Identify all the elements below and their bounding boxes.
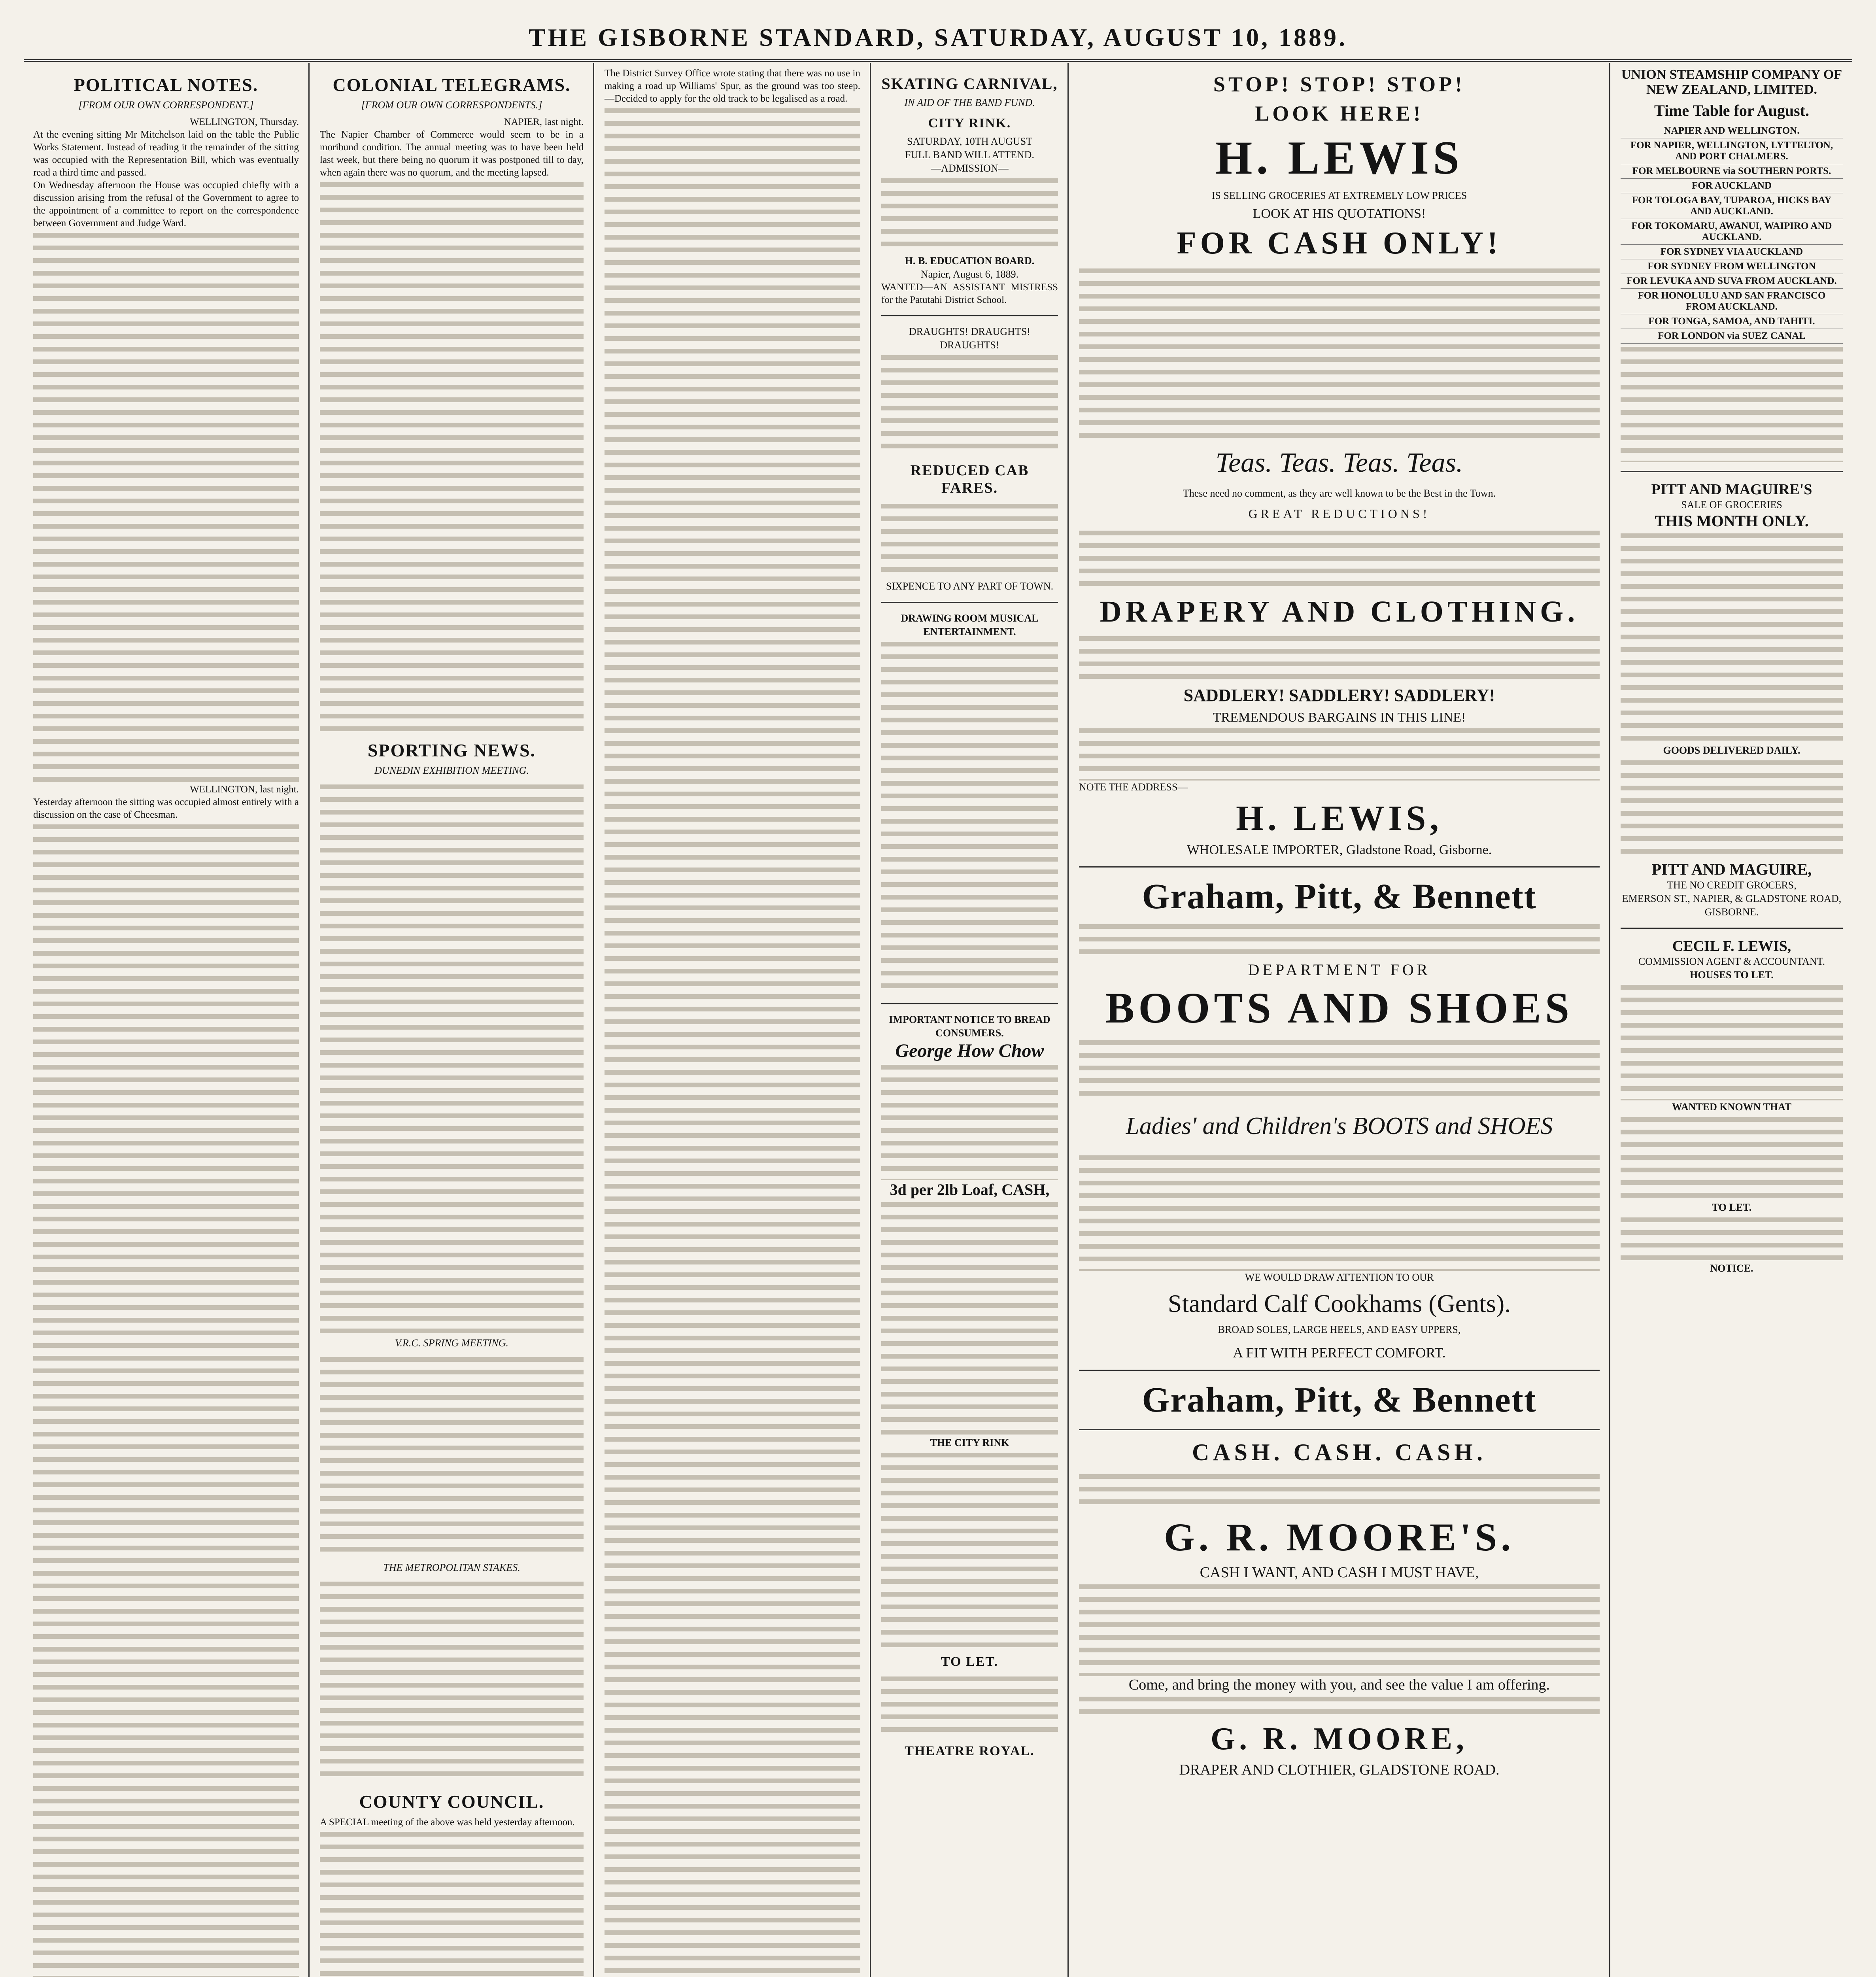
- divider: [1621, 471, 1843, 472]
- ad-text: SALE OF GROCERIES: [1681, 499, 1782, 510]
- ad-heading: SADDLERY! SADDLERY! SADDLERY!: [1183, 686, 1495, 705]
- ad-text: DRAUGHTS! DRAUGHTS! DRAUGHTS!: [909, 326, 1030, 351]
- column-council-report: [595, 63, 870, 1977]
- table-row: [1621, 289, 1843, 314]
- section-sub: V.R.C. SPRING MEETING.: [395, 1337, 508, 1349]
- column-political-notes: [24, 63, 308, 1977]
- table-row: [1621, 274, 1843, 289]
- section-heading: POLITICAL NOTES.: [74, 75, 259, 95]
- ad-title: Ladies' and Children's BOOTS and SHOES: [1126, 1113, 1553, 1140]
- ad-heading: LOOK HERE!: [1255, 102, 1424, 125]
- ad-text: EMERSON ST., NAPIER, & GLADSTONE ROAD, GISBORNE.: [1622, 893, 1842, 918]
- table-cell: FOR TOLOGA BAY, TUPAROA, HICKS BAY AND AUCKLAND.: [1621, 193, 1843, 219]
- article-paragraph: Yesterday afternoon the sitting was occupied almost entirely with a discussion on the case of Cheesman.: [33, 797, 299, 820]
- section-sub: [FROM OUR OWN CORRESPONDENT.]: [78, 99, 254, 111]
- ad-heading: PITT AND MAGUIRE,: [1651, 860, 1812, 878]
- ad-text: WE WOULD DRAW ATTENTION TO OUR: [1245, 1272, 1434, 1283]
- divider: [1079, 866, 1600, 868]
- table-row: [1621, 164, 1843, 179]
- ad-heading: George How Chow: [895, 1040, 1044, 1061]
- section-sub: DUNEDIN EXHIBITION MEETING.: [374, 765, 529, 776]
- table-cell: FOR TONGA, SAMOA, AND TAHITI.: [1621, 314, 1843, 329]
- table-cell: FOR SYDNEY VIA AUCKLAND: [1621, 245, 1843, 259]
- ad-heading: UNION STEAMSHIP COMPANY OF NEW ZEALAND, LIMITED.: [1621, 67, 1842, 97]
- table-row: [1621, 179, 1843, 193]
- ad-title: Graham, Pitt, & Bennett: [1142, 877, 1537, 916]
- ad-heading: SKATING CARNIVAL,: [881, 75, 1058, 93]
- table-row: [1621, 329, 1843, 344]
- ad-text: These need no comment, as they are well known to be the Best in the Town.: [1183, 488, 1496, 499]
- ad-title: Graham, Pitt, & Bennett: [1142, 1380, 1537, 1419]
- ad-text: COMMISSION AGENT & ACCOUNTANT.: [1638, 956, 1825, 967]
- ad-text: TO LET.: [1712, 1202, 1752, 1213]
- column-rule: [593, 63, 594, 1977]
- column-rule: [1609, 63, 1610, 1977]
- ad-heading: THEATRE ROYAL.: [905, 1744, 1035, 1758]
- text-block: [1079, 633, 1600, 680]
- ad-title: FOR CASH ONLY!: [1177, 226, 1502, 261]
- table-row: [1621, 124, 1843, 138]
- text-block: [1079, 1152, 1600, 1271]
- column-local-ads: [872, 63, 1067, 1977]
- ad-text: TREMENDOUS BARGAINS IN THIS LINE!: [1213, 710, 1466, 725]
- text-block: [320, 1354, 584, 1559]
- text-block: [881, 1450, 1058, 1647]
- masthead-title: THE GISBORNE STANDARD, SATURDAY, AUGUST 10, 1889.: [529, 23, 1347, 51]
- text-block: [320, 1578, 584, 1784]
- divider: [881, 602, 1058, 603]
- ad-text: 3d per 2lb Loaf, CASH,: [890, 1181, 1050, 1198]
- ad-heading: TO LET.: [941, 1654, 999, 1669]
- column-rule: [308, 63, 310, 1977]
- ad-text: HOUSES TO LET.: [1690, 969, 1774, 981]
- column-rule: [1067, 63, 1069, 1977]
- article-paragraph: The Napier Chamber of Commerce would seem to be in a moribund condition. The annual meeting was to have been held last week, but there being no quorum it was postponed till to day, when again there was no quorum, and the meeting lapsed.: [320, 129, 584, 178]
- article-paragraph: At the evening sitting Mr Mitchelson laid on the table the Public Works Statement. Instead of reading it the remainder of the sitting was occupied with the Representation Bill, which was eventually read a third time and passed.: [33, 129, 299, 178]
- ad-text: —ADMISSION—: [931, 163, 1009, 174]
- text-block: [33, 821, 299, 1977]
- ad-heading: CITY RINK.: [928, 116, 1011, 130]
- ad-title: Teas. Teas. Teas. Teas.: [1215, 448, 1463, 478]
- ad-title: Standard Calf Cookhams (Gents).: [1168, 1289, 1511, 1317]
- section-heading: COLONIAL TELEGRAMS.: [333, 75, 571, 95]
- text-block: [1621, 1214, 1843, 1262]
- divider: [1079, 1429, 1600, 1430]
- ad-text: IMPORTANT NOTICE TO BREAD CONSUMERS.: [889, 1014, 1050, 1039]
- ad-text: WHOLESALE IMPORTER, Gladstone Road, Gisborne.: [1186, 843, 1492, 857]
- section-heading: SPORTING NEWS.: [367, 740, 536, 760]
- ad-heading: REDUCED CAB FARES.: [910, 462, 1029, 496]
- table-row: [1621, 193, 1843, 219]
- text-block: [881, 1199, 1058, 1436]
- article-paragraph: The District Survey Office wrote stating that there was no use in making a road up Williams' Spur, as the ground was too steep.—Decided to apply for the old track to be legalised as a road.: [605, 68, 860, 104]
- ad-text: SIXPENCE TO ANY PART OF TOWN.: [886, 580, 1054, 592]
- ad-text: DRAPER AND CLOTHIER, GLADSTONE ROAD.: [1179, 1762, 1500, 1778]
- ad-text: THE NO CREDIT GROCERS,: [1667, 879, 1797, 891]
- ad-sub: IN AID OF THE BAND FUND.: [904, 97, 1035, 108]
- table-cell: FOR AUCKLAND: [1621, 179, 1843, 193]
- table-cell: FOR LEVUKA AND SUVA FROM AUCKLAND.: [1621, 274, 1843, 289]
- table-row: [1621, 245, 1843, 259]
- table-cell: FOR TOKOMARU, AWANUI, WAIPIRO AND AUCKLAND.: [1621, 219, 1843, 245]
- text-block: [33, 230, 299, 783]
- text-block: [605, 105, 860, 1977]
- table-cell: FOR HONOLULU AND SAN FRANCISCO FROM AUCKLAND.: [1621, 289, 1843, 314]
- text-block: [881, 501, 1058, 580]
- section-sub: THE METROPOLITAN STAKES.: [383, 1562, 520, 1573]
- price-list: [1079, 527, 1600, 591]
- ad-text: WANTED KNOWN THAT: [1672, 1101, 1792, 1113]
- price-list: [1621, 530, 1843, 744]
- price-list: [1079, 725, 1600, 781]
- shipping-table: [1621, 124, 1843, 344]
- table-row: [1621, 138, 1843, 164]
- ad-title: G. R. MOORE,: [1210, 1722, 1468, 1756]
- text-block: [1079, 1037, 1600, 1100]
- column-shipping-and-notices: [1611, 63, 1852, 1977]
- ad-text: NOTICE.: [1710, 1263, 1753, 1274]
- table-row: [1621, 259, 1843, 274]
- ad-text: IS SELLING GROCERIES AT EXTREMELY LOW PRICES: [1211, 190, 1467, 201]
- column-advertisements: [1069, 63, 1609, 1977]
- ad-text: BROAD SOLES, LARGE HEELS, AND EASY UPPERS,: [1218, 1324, 1461, 1335]
- table-cell: FOR MELBOURNE via SOUTHERN PORTS.: [1621, 164, 1843, 179]
- ad-heading: STOP! STOP! STOP!: [1213, 72, 1466, 96]
- price-list: [1079, 265, 1600, 439]
- ad-text: WANTED—AN ASSISTANT MISTRESS for the Patutahi District School.: [881, 282, 1058, 305]
- text-block: [881, 352, 1058, 455]
- ad-text: Napier, August 6, 1889.: [920, 268, 1019, 280]
- text-block: [881, 1673, 1058, 1737]
- section-heading: COUNTY COUNCIL.: [359, 1792, 544, 1812]
- divider: [881, 1003, 1058, 1004]
- table-cell: NAPIER AND WELLINGTON.: [1621, 124, 1843, 138]
- divider: [881, 315, 1058, 316]
- ad-text: Come, and bring the money with you, and see the value I am offering.: [1128, 1676, 1550, 1693]
- section-sub: [FROM OUR OWN CORRESPONDENTS.]: [361, 99, 542, 111]
- text-block: [1079, 921, 1600, 960]
- ad-text: A FIT WITH PERFECT COMFORT.: [1233, 1345, 1446, 1361]
- ad-heading: CECIL F. LEWIS,: [1672, 938, 1791, 954]
- text-block: [1621, 757, 1843, 860]
- divider: [1621, 928, 1843, 929]
- ad-title: H. LEWIS,: [1236, 799, 1443, 838]
- ad-text: THE CITY RINK: [930, 1437, 1009, 1448]
- ad-text: SATURDAY, 10TH AUGUST: [907, 136, 1033, 147]
- text-block: [320, 781, 584, 1335]
- column-colonial-telegrams: [310, 63, 593, 1977]
- divider: [1079, 1370, 1600, 1371]
- text-block: [881, 175, 1058, 254]
- text-block: [1621, 982, 1843, 1100]
- ad-text: H. B. EDUCATION BOARD.: [905, 255, 1035, 266]
- table-cell: FOR NAPIER, WELLINGTON, LYTTELTON, AND PORT CHALMERS.: [1621, 138, 1843, 164]
- dateline: NAPIER, last night.: [504, 117, 584, 127]
- ad-text: NOTE THE ADDRESS—: [1079, 781, 1188, 793]
- dateline: WELLINGTON, last night.: [190, 784, 299, 795]
- table-row: [1621, 314, 1843, 329]
- text-block: [881, 639, 1058, 994]
- masthead: [24, 16, 1852, 62]
- ad-heading: Time Table for August.: [1654, 102, 1809, 119]
- ad-text: FULL BAND WILL ATTEND.: [905, 149, 1034, 161]
- table-cell: FOR LONDON via SUEZ CANAL: [1621, 329, 1843, 344]
- article-paragraph: A SPECIAL meeting of the above was held yesterday afternoon.: [320, 1817, 575, 1828]
- text-block: [1079, 1581, 1600, 1676]
- ad-heading: PITT AND MAGUIRE'S: [1651, 481, 1812, 498]
- ad-text: GOODS DELIVERED DAILY.: [1663, 745, 1800, 756]
- text-block: [320, 1829, 584, 1977]
- dateline: WELLINGTON, Thursday.: [190, 117, 299, 127]
- ad-text: LOOK AT HIS QUOTATIONS!: [1253, 206, 1426, 221]
- ad-heading: THIS MONTH ONLY.: [1655, 512, 1809, 530]
- ad-title: BOOTS AND SHOES: [1105, 984, 1574, 1032]
- ad-text: DEPARTMENT FOR: [1248, 961, 1431, 979]
- ad-text: CASH I WANT, AND CASH I MUST HAVE,: [1200, 1564, 1479, 1581]
- ad-title: DRAPERY AND CLOTHING.: [1100, 595, 1579, 628]
- ad-heading: CASH. CASH. CASH.: [1192, 1439, 1487, 1465]
- text-block: [1621, 344, 1843, 462]
- table-row: [1621, 219, 1843, 245]
- text-block: [320, 179, 584, 733]
- ad-text: GREAT REDUCTIONS!: [1248, 507, 1430, 521]
- text-block: [1079, 1693, 1600, 1717]
- text-block: [881, 1062, 1058, 1180]
- text-block: [1621, 1114, 1843, 1201]
- table-cell: FOR SYDNEY FROM WELLINGTON: [1621, 259, 1843, 274]
- column-rule: [870, 63, 871, 1977]
- text-block: [1079, 1471, 1600, 1510]
- ad-title: H. LEWIS: [1215, 131, 1463, 184]
- ad-title: G. R. MOORE'S.: [1164, 1515, 1515, 1559]
- article-paragraph: On Wednesday afternoon the House was occupied chiefly with a discussion arising from the refusal of the Government to agree to the appointment of a committee to report on the correspondence between Government and Judge Ward.: [33, 180, 299, 229]
- ad-text: DRAWING ROOM MUSICAL ENTERTAINMENT.: [901, 612, 1039, 637]
